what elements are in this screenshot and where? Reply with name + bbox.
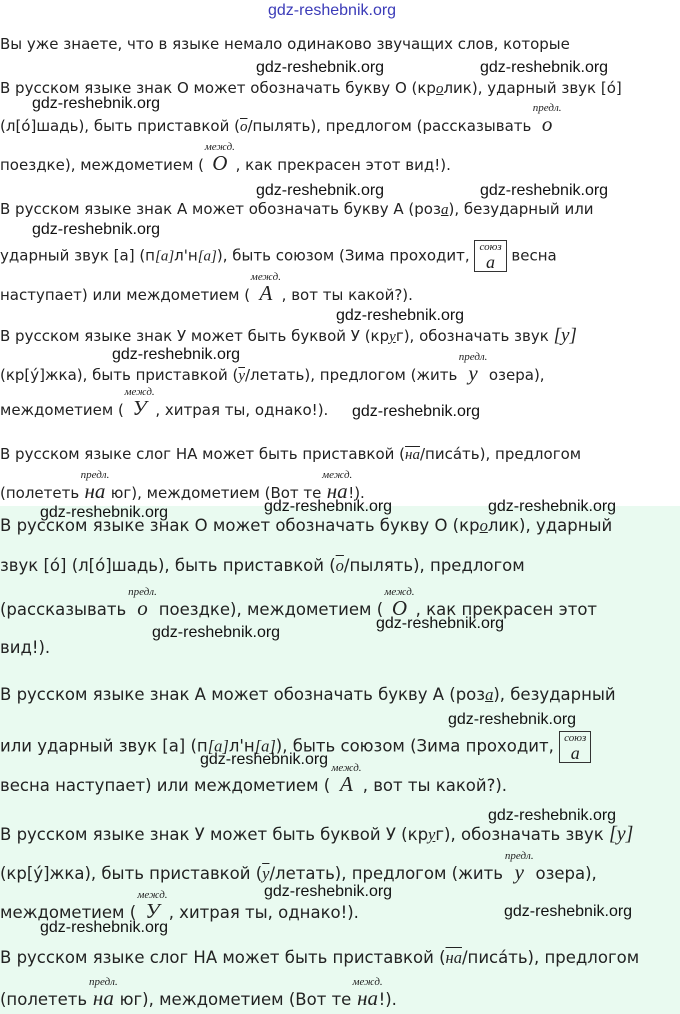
watermark: gdz-reshebnik.org [256, 59, 385, 76]
watermark: gdz-reshebnik.org [40, 504, 169, 521]
text: (л[о́]шадь), быть приставкой ( [0, 117, 240, 135]
prep-o-mark [128, 586, 157, 620]
underlined-o: о [479, 516, 488, 535]
text: В русском языке знак А может обозначать букву А (роз [0, 685, 486, 704]
glyph: А [259, 281, 273, 305]
interj-label: межд. [352, 976, 383, 988]
text: наступает) или междометием ( [0, 286, 251, 304]
watermark: gdz-reshebnik.org [32, 221, 161, 238]
text: (полететь [0, 484, 80, 502]
interj-a-mark [250, 271, 281, 305]
text: , как прекрасен этот вид!). [235, 156, 451, 174]
text: , хитрая ты, однако!). [168, 903, 359, 922]
text: вид!). [0, 638, 51, 657]
text: или ударный звук [а] (п [0, 736, 208, 756]
prefix-o-mark: о [239, 119, 248, 135]
a-line-3 [0, 271, 413, 305]
text: ударный звук [а] (п [0, 246, 155, 265]
prefix-u-mark: у [262, 864, 270, 883]
glyph: у [561, 325, 570, 346]
glyph: о [137, 596, 148, 620]
underlined-u: у [389, 329, 396, 345]
glyph: У [132, 396, 147, 420]
underlined-a: а [440, 202, 449, 218]
text: !). [378, 990, 397, 1009]
u-line-1: В русском языке знак У может быть буквой У (круг), обозначать звук [у] [0, 325, 577, 346]
text: поездке), междометием ( [0, 156, 205, 174]
conj-label: союз [479, 241, 502, 253]
glyph: о [541, 112, 553, 136]
interj-label: межд. [250, 271, 281, 283]
text: В русском языке знак О может обозначать букву О (кр [0, 79, 436, 97]
a-line-1 [0, 685, 616, 705]
watermark: gdz-reshebnik.org [200, 751, 329, 768]
text: В русском языке знак А может обозначать букву А (роз [0, 200, 441, 218]
u-line-3 [0, 386, 329, 420]
watermark: gdz-reshebnik.org [352, 403, 481, 420]
interj-label: межд. [331, 762, 362, 774]
conj-a-box [559, 731, 591, 763]
text: В русском языке знак О может обозначать букву О (кр [0, 516, 480, 535]
glyph: а [261, 736, 270, 756]
text: озера), [535, 864, 597, 883]
text: юг), междометием (Вот те [110, 484, 322, 502]
watermark: gdz-reshebnik.org [504, 903, 633, 920]
prep-u-mark [458, 351, 488, 385]
watermark: gdz-reshebnik.org [40, 919, 169, 936]
text: весна [511, 246, 557, 265]
u-line-2: (кр[у́]жка), быть приставкой (у/летать), предлогом (жить предл. у озера), [0, 363, 545, 386]
text: междометием ( [0, 401, 124, 419]
text: ), быть союзом (Зима проходит, [275, 736, 554, 756]
conj-label: союз [564, 732, 587, 744]
glyph: а [486, 252, 496, 272]
text: л'н [228, 736, 255, 756]
interj-label: межд. [204, 141, 235, 153]
watermark: gdz-reshebnik.org [480, 59, 609, 76]
prep-na-mark [80, 469, 110, 503]
interj-na-mark [352, 976, 383, 1010]
watermark: gdz-reshebnik.org [112, 346, 241, 363]
underlined-a: а [485, 685, 494, 704]
watermark: gdz-reshebnik.org [488, 498, 617, 515]
interj-o-mark [204, 141, 235, 175]
text: В русском языке слог НА может быть приставкой ( [0, 445, 406, 463]
interj-label: межд. [322, 469, 353, 481]
glyph: О [391, 596, 407, 620]
prep-label: предл. [458, 351, 488, 363]
prep-label: предл. [504, 850, 534, 862]
watermark: gdz-reshebnik.org [152, 624, 281, 641]
o-line-2: (л[о́]шадь), быть приставкой (о/пылять), предлогом (рассказывать предл. о [0, 114, 558, 137]
glyph: на [357, 986, 379, 1010]
text: В русском языке знак У может быть буквой У (кр [0, 327, 390, 345]
text: междометием ( [0, 903, 137, 922]
text: озера), [488, 366, 545, 384]
prep-o-mark [532, 102, 562, 136]
glyph: на [84, 479, 106, 503]
interj-label: межд. [124, 386, 155, 398]
prefix-na-mark: на [405, 447, 420, 463]
watermark: gdz-reshebnik.org [268, 2, 397, 19]
glyph: а [160, 248, 169, 265]
interj-label: межд. [137, 889, 168, 901]
o-line-4 [0, 638, 50, 658]
text: летать), предлогом (жить [250, 366, 458, 384]
watermark: gdz-reshebnik.org [32, 95, 161, 112]
glyph: а [570, 743, 580, 763]
na-line-2 [0, 976, 397, 1010]
prefix-na-mark: на [445, 948, 462, 967]
text: г), обозначать звук [395, 327, 549, 345]
conj-a-box [474, 240, 506, 272]
prep-na-mark [89, 976, 118, 1010]
watermark: gdz-reshebnik.org [336, 307, 465, 324]
intro-line [0, 34, 570, 54]
text: летать), предлогом (жить [275, 864, 503, 883]
u-line-2: (кр[у́]жка), быть приставкой (у/летать), предлогом (жить предл. у озера), [0, 862, 597, 884]
interj-u-mark [124, 386, 155, 420]
text: (полететь [0, 990, 88, 1009]
watermark: gdz-reshebnik.org [488, 807, 617, 824]
text: писа́ть), предлогом [425, 445, 582, 463]
watermark: gdz-reshebnik.org [256, 182, 385, 199]
text: В русском языке слог НА может быть приставкой ( [0, 948, 446, 967]
text: , как прекрасен этот [415, 600, 598, 619]
text: ), быть союзом (Зима проходит, [216, 246, 470, 265]
text: ), безударный [493, 685, 616, 704]
glyph: А [340, 772, 353, 796]
underlined-o: о [435, 81, 444, 97]
a-line-3 [0, 762, 508, 796]
o-line-2: звук [о́] (л[о́]шадь), быть приставкой (о/пылять), предлогом [0, 556, 525, 575]
na-line-1: В русском языке слог НА может быть приставкой (на/писа́ть), предлогом [0, 445, 582, 463]
text: поездке), междометием ( [158, 600, 384, 619]
text: Вы уже знаете, что в языке немало одинаково звучащих слов, которые [0, 35, 570, 53]
glyph: на [92, 986, 114, 1010]
text: л'н [174, 246, 198, 265]
glyph: на [326, 479, 348, 503]
text: лик), ударный звук [о́] [443, 79, 622, 97]
glyph: у [616, 823, 626, 845]
underlined-u: у [428, 825, 436, 844]
watermark: gdz-reshebnik.org [448, 711, 577, 728]
na-line-1: В русском языке слог НА может быть приставкой (на/писа́ть), предлогом [0, 948, 640, 967]
u-line-1: В русском языке знак У может быть буквой У (круг), обозначать звук [у] [0, 823, 634, 845]
o-line-3 [0, 586, 598, 620]
interj-a-mark [331, 762, 362, 796]
prefix-o-mark: о [335, 556, 344, 575]
glyph: У [145, 899, 160, 923]
prep-u-mark [504, 850, 534, 884]
glyph: у [514, 860, 524, 884]
prep-label: предл. [128, 586, 157, 598]
text: весна наступает) или междометием ( [0, 776, 331, 795]
text: (кр[у́]жка), быть приставкой ( [0, 366, 239, 384]
o-line-3 [0, 141, 451, 175]
watermark: gdz-reshebnik.org [480, 182, 609, 199]
prep-label: предл. [80, 469, 110, 481]
text: , вот ты какой?). [281, 286, 413, 304]
glyph: а [203, 248, 212, 265]
glyph: у [468, 361, 478, 385]
text: пылять), предлогом [349, 556, 525, 575]
text: ), безударный или [448, 200, 594, 218]
text: !). [348, 484, 365, 502]
text: , вот ты какой?). [362, 776, 508, 795]
glyph: О [212, 151, 228, 175]
watermark: gdz-reshebnik.org [376, 615, 505, 632]
interj-label: межд. [384, 586, 415, 598]
text: звук [о́] (л[о́]шадь), быть приставкой ( [0, 556, 336, 575]
text: (кр[у́]жка), быть приставкой ( [0, 864, 263, 883]
glyph: а [214, 736, 223, 756]
text: писа́ть), предлогом [467, 948, 640, 967]
text: лик), ударный [487, 516, 613, 535]
a-line-2: или ударный звук [а] (п[а]л'н[а]), быть союзом (Зима проходит, союз а [0, 731, 591, 763]
prep-label: предл. [532, 102, 562, 114]
prefix-u-mark: у [238, 368, 245, 384]
watermark: gdz-reshebnik.org [264, 498, 393, 515]
a-line-2: ударный звук [а] (п[а]л'н[а]), быть союзом (Зима проходит, союз а весна [0, 241, 557, 272]
text: пылять), предлогом (рассказывать [252, 117, 532, 135]
text: г), обозначать звук [435, 825, 604, 844]
a-line-1 [0, 199, 594, 220]
text: юг), междометием (Вот те [119, 990, 352, 1009]
prep-label: предл. [89, 976, 118, 988]
text: , хитрая ты, однако!). [155, 401, 329, 419]
text: В русском языке знак У может быть буквой У (кр [0, 825, 429, 844]
text: (рассказывать [0, 600, 127, 619]
watermark: gdz-reshebnik.org [264, 883, 393, 900]
